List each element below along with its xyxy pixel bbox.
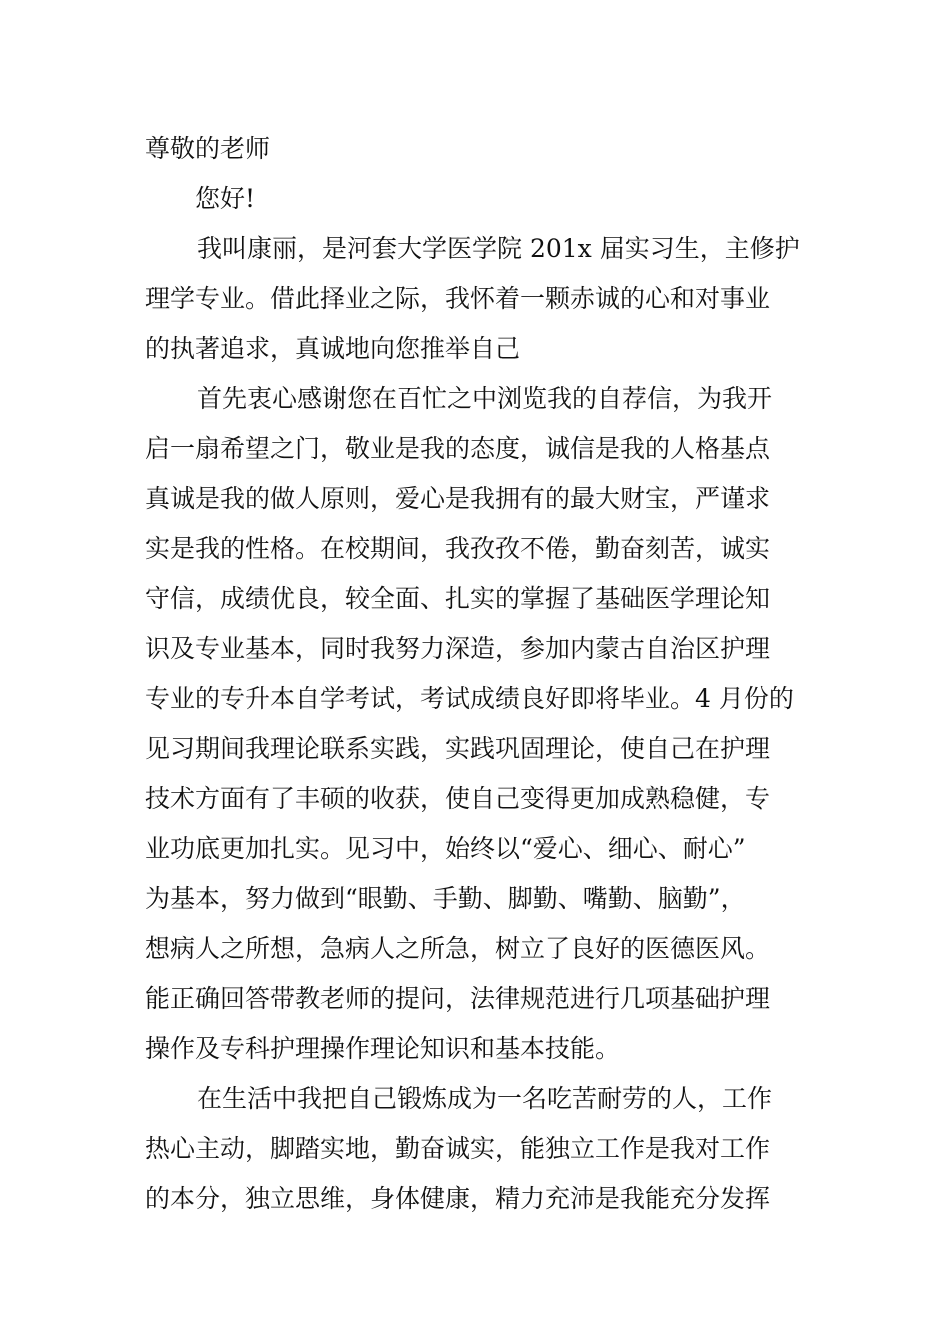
body-line: 见习期间我理论联系实践，实践巩固理论，使自己在护理	[145, 734, 771, 763]
body-line: 业功底更加扎实。见习中，始终以“爱心、细心、耐心”	[145, 834, 746, 863]
salutation-line: 您好!	[195, 184, 256, 213]
body-line: 真诚是我的做人原则，爱心是我拥有的最大财宝，严谨求	[145, 484, 771, 513]
body-line: 识及专业基本，同时我努力深造，参加内蒙古自治区护理	[145, 634, 771, 663]
body-line: 理学专业。借此择业之际，我怀着一颗赤诚的心和对事业	[145, 284, 771, 313]
body-line: 的本分，独立思维，身体健康，精力充沛是我能充分发挥	[145, 1184, 771, 1213]
body-line: 专业的专升本自学考试，考试成绩良好即将毕业。4 月份的	[145, 684, 794, 713]
body-line: 启一扇希望之门，敬业是我的态度，诚信是我的人格基点	[145, 434, 771, 463]
body-line: 实是我的性格。在校期间，我孜孜不倦，勤奋刻苦，诚实	[145, 534, 771, 563]
body-line: 想病人之所想，急病人之所急，树立了良好的医德医风。	[145, 934, 771, 963]
body-line: 在生活中我把自己锻炼成为一名吃苦耐劳的人，工作	[197, 1084, 773, 1113]
body-line: 守信，成绩优良，较全面、扎实的掌握了基础医学理论知	[145, 584, 771, 613]
body-line: 技术方面有了丰硕的收获，使自己变得更加成熟稳健，专	[145, 784, 771, 813]
body-line: 我叫康丽，是河套大学医学院 201x 届实习生，主修护	[197, 234, 800, 263]
body-line: 能正确回答带教老师的提问，法律规范进行几项基础护理	[145, 984, 771, 1013]
greeting-line: 尊敬的老师	[145, 134, 271, 163]
body-line: 热心主动，脚踏实地，勤奋诚实，能独立工作是我对工作	[145, 1134, 771, 1163]
body-line: 首先衷心感谢您在百忙之中浏览我的自荐信，为我开	[197, 384, 773, 413]
body-line: 为基本，努力做到“眼勤、手勤、脚勤、嘴勤、脑勤”，	[145, 884, 746, 913]
body-line: 的执著追求，真诚地向您推举自己	[145, 334, 521, 363]
body-line: 操作及专科护理操作理论知识和基本技能。	[145, 1034, 621, 1063]
